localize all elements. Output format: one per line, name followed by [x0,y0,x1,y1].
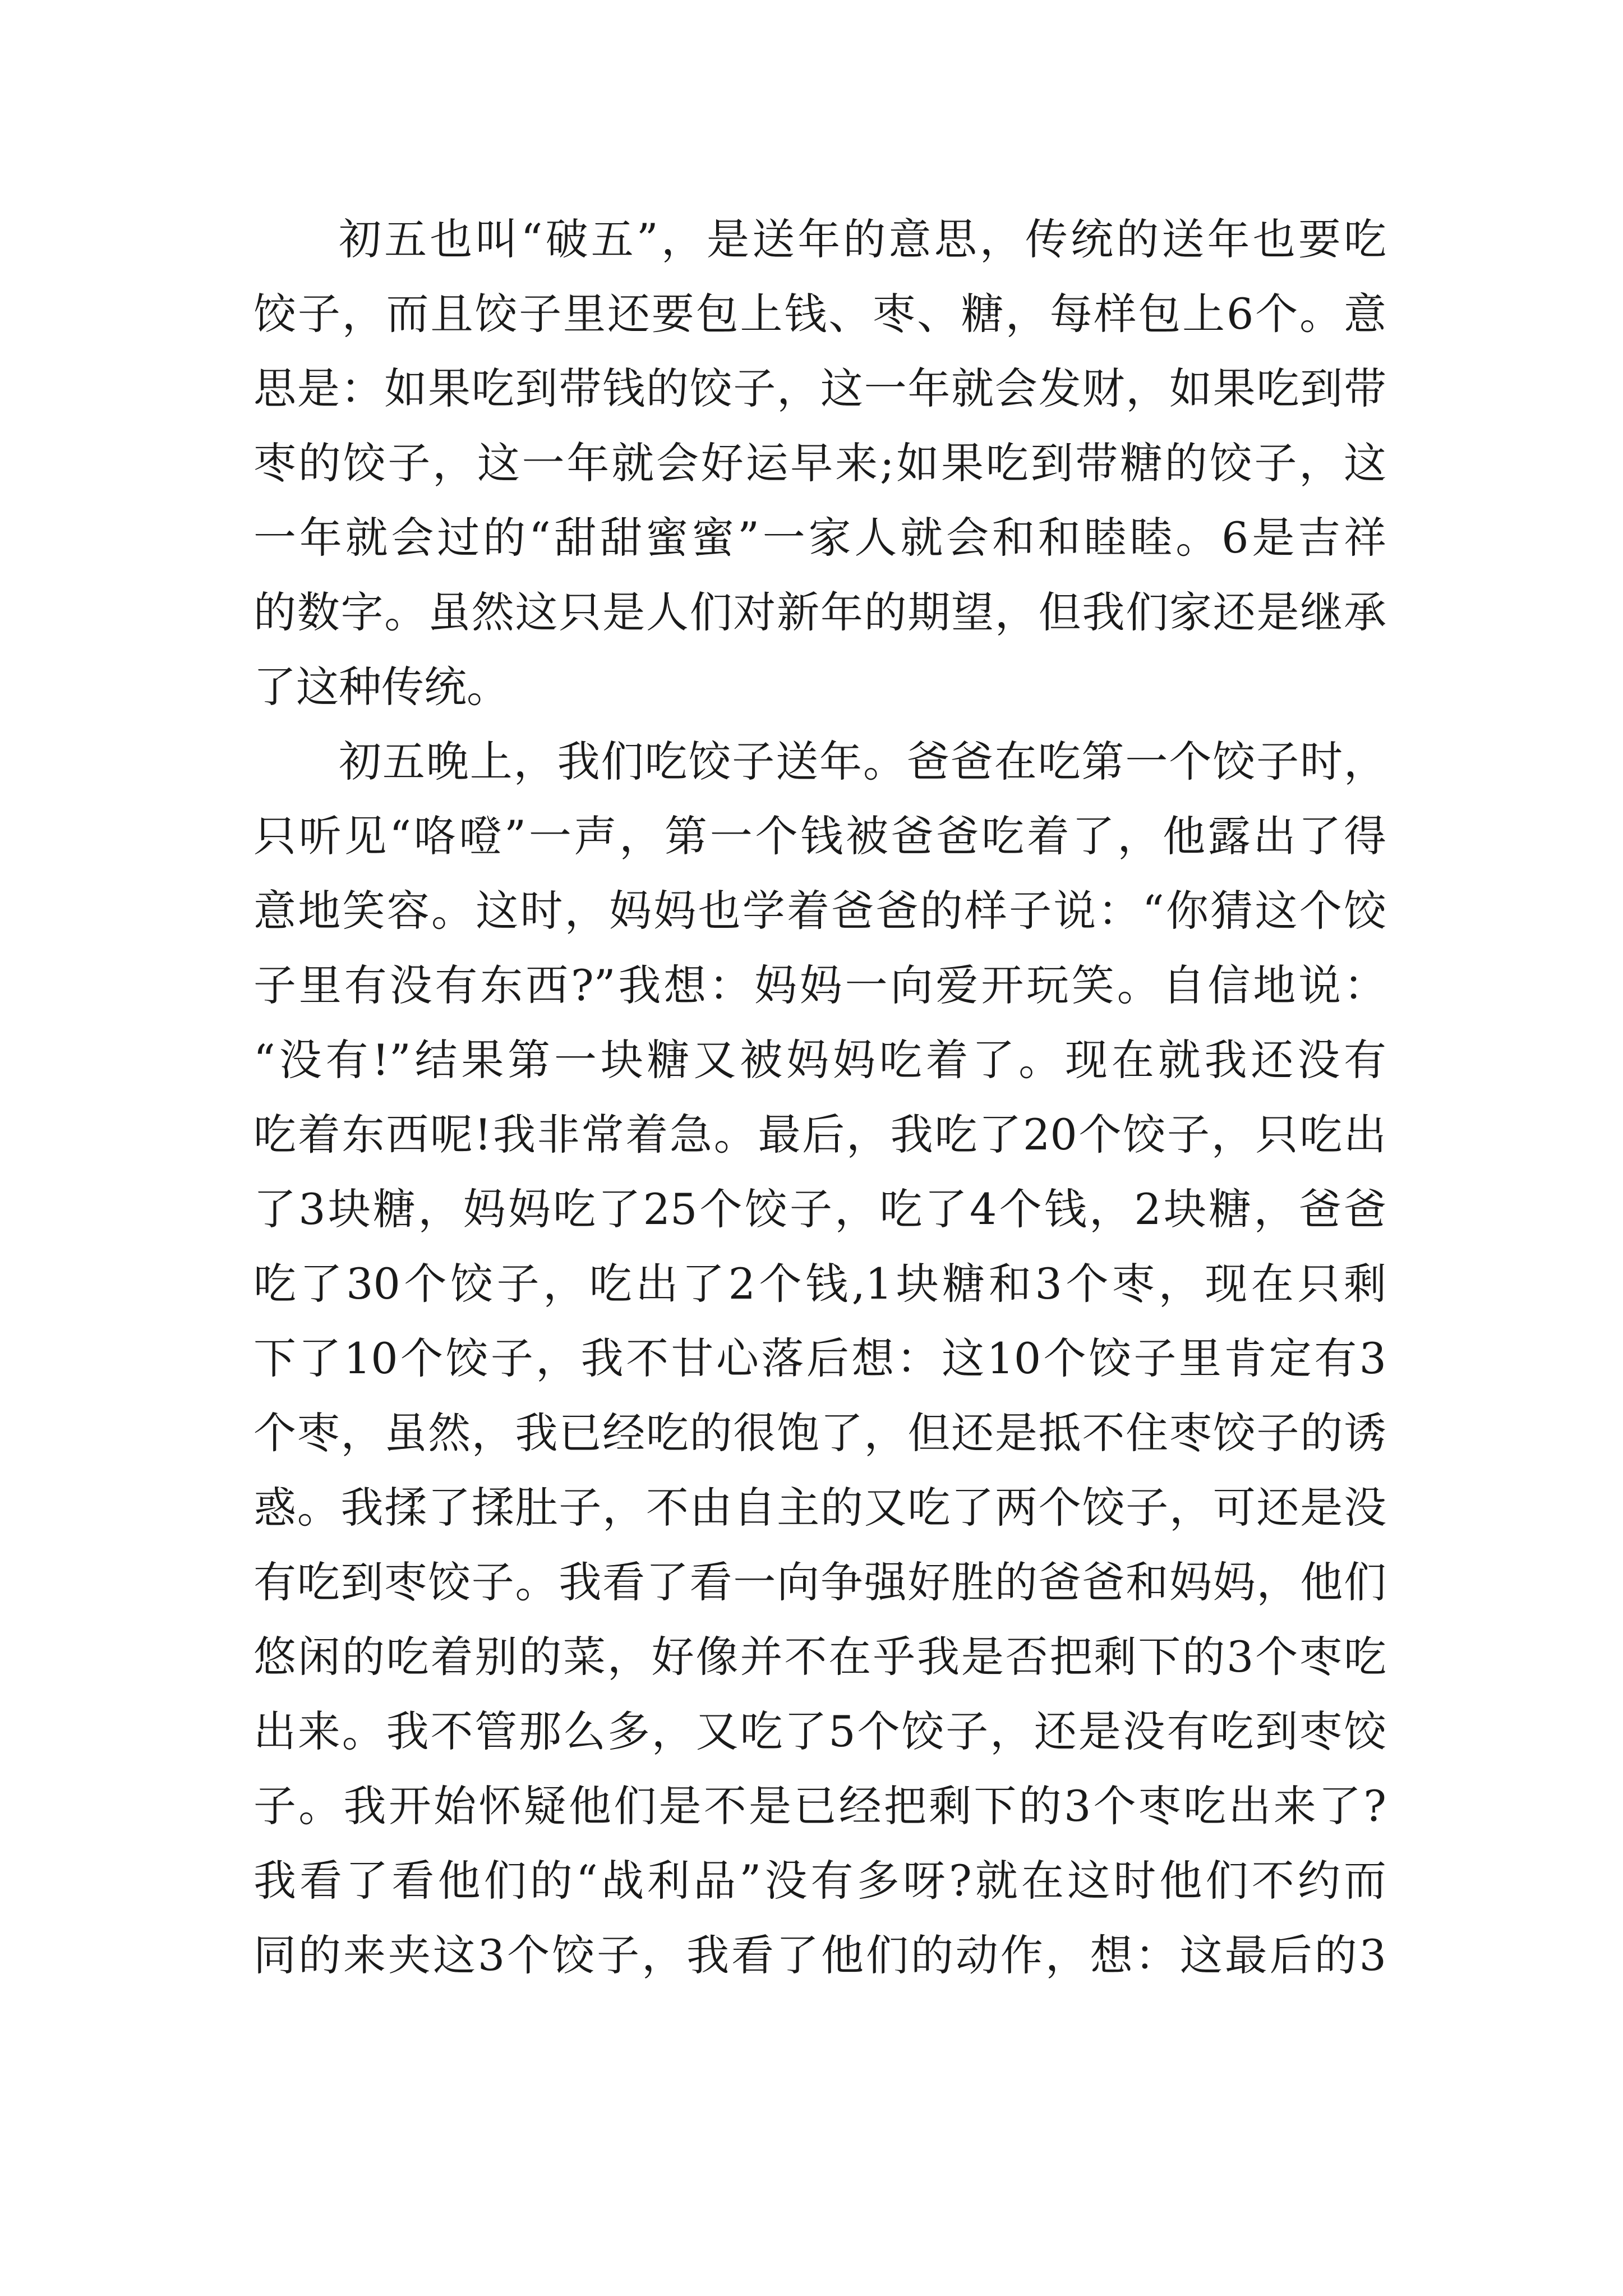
paragraph-2-line-4: 子里有没有东西?”我想：妈妈一向爱开玩笑。自信地说： [253,960,1386,1010]
paragraph-2-line-1: 初五晚上，我们吃饺子送年。爸爸在吃第一个饺子时， [339,737,1386,786]
paragraph-1-line-1: 初五也叫“破五”，是送年的意思，传统的送年也要吃 [339,214,1386,264]
paragraph-2-line-15: 子。我开始怀疑他们是不是已经把剩下的3个枣吃出来了? [253,1781,1386,1831]
paragraph-2-line-9: 下了10个饺子，我不甘心落后想：这10个饺子里肯定有3 [253,1333,1386,1383]
paragraph-1-line-3: 思是：如果吃到带钱的饺子，这一年就会发财，如果吃到带 [253,364,1386,413]
paragraph-2-line-7: 了3块糖，妈妈吃了25个饺子，吃了4个钱，2块糖，爸爸 [253,1184,1386,1234]
paragraph-2-line-2: 只听见“咯噔”一声，第一个钱被爸爸吃着了，他露出了得 [253,811,1386,861]
document-body [253,202,1386,1993]
paragraph-2-line-11: 惑。我揉了揉肚子，不由自主的又吃了两个饺子，可还是没 [253,1483,1386,1533]
paragraph-2-line-10: 个枣，虽然，我已经吃的很饱了，但还是抵不住枣饺子的诱 [253,1408,1386,1458]
paragraph-2-line-8: 吃了30个饺子，吃出了2个钱,1块糖和3个枣，现在只剩 [253,1259,1386,1309]
paragraph-1-line-6: 的数字。虽然这只是人们对新年的期望，但我们家还是继承 [253,587,1386,637]
paragraph-1-line-5: 一年就会过的“甜甜蜜蜜”一家人就会和和睦睦。6是吉祥 [253,513,1386,563]
paragraph-1-line-4: 枣的饺子，这一年就会好运早来;如果吃到带糖的饺子，这 [253,438,1386,488]
paragraph-1-line-2: 饺子，而且饺子里还要包上钱、枣、糖，每样包上6个。意 [253,289,1386,339]
paragraph-2-line-3: 意地笑容。这时，妈妈也学着爸爸的样子说：“你猜这个饺 [253,886,1386,936]
paragraph-2-line-5: “没有!”结果第一块糖又被妈妈吃着了。现在就我还没有 [253,1035,1386,1085]
paragraph-2-line-6: 吃着东西呢!我非常着急。最后，我吃了20个饺子，只吃出 [253,1110,1386,1159]
paragraph-2-line-13: 悠闲的吃着别的菜，好像并不在乎我是否把剩下的3个枣吃 [253,1632,1386,1682]
paragraph-2-line-12: 有吃到枣饺子。我看了看一向争强好胜的爸爸和妈妈，他们 [253,1557,1386,1607]
paragraph-1-line-7: 了这种传统。 [253,662,509,712]
paragraph-2-line-17: 同的来夹这3个饺子，我看了他们的动作，想：这最后的3 [253,1930,1386,1980]
paragraph-2-line-16: 我看了看他们的“战利品”没有多呀?就在这时他们不约而 [253,1856,1386,1906]
paragraph-2-line-14: 出来。我不管那么多，又吃了5个饺子，还是没有吃到枣饺 [253,1706,1386,1756]
